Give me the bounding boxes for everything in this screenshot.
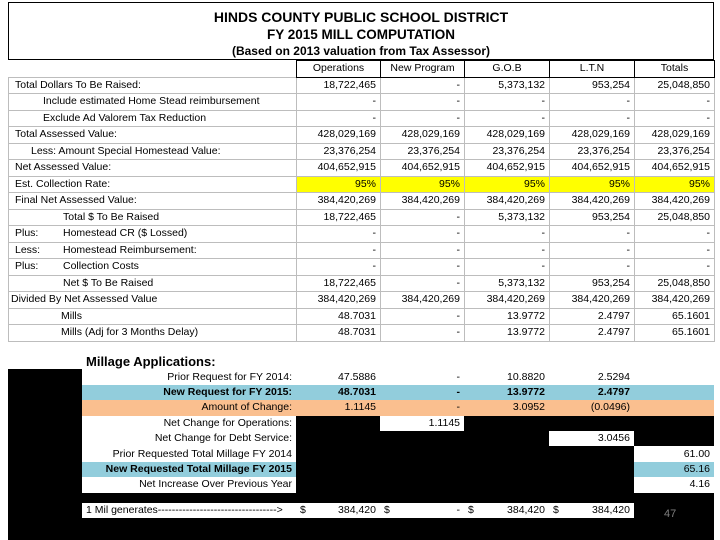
table-row: Plus: Collection Costs - - - - - xyxy=(9,259,715,276)
row-label: Mills (Adj for 3 Months Delay) xyxy=(61,326,199,339)
new-request-row: New Request for FY 2015: 48.7031 - 13.9772 2.4797 xyxy=(8,385,714,400)
row-label: Net Assessed Value: xyxy=(9,160,297,177)
table-row: Mills 48.7031 - 13.9772 2.4797 65.1601 xyxy=(9,308,715,325)
table-row: Divided By Net Assessed Value 384,420,269 384,420,269 384,420,269 384,420,269 384,420,269 xyxy=(9,292,715,309)
col-operations: Operations xyxy=(297,61,381,78)
row-label: Collection Costs xyxy=(63,260,139,273)
net-increase-row: Net Increase Over Previous Year 4.16 xyxy=(8,477,714,492)
table-row: Plus: Homestead CR ($ Lossed) - - - - - xyxy=(9,226,715,243)
table-row: Net $ To Be Raised 18,722,465 - 5,373,132 953,254 25,048,850 xyxy=(9,275,715,292)
table-row: Final Net Assessed Value: 384,420,269 384,420,269 384,420,269 384,420,269 384,420,269 xyxy=(9,193,715,210)
row-label: Exclude Ad Valorem Tax Reduction xyxy=(9,110,297,127)
valuation-subtitle: (Based on 2013 valuation from Tax Assessor) xyxy=(231,44,491,58)
row-label: Final Net Assessed Value: xyxy=(9,193,297,210)
new-total-row: New Requested Total Millage FY 2015 65.16 xyxy=(8,462,714,477)
col-new-program: New Program xyxy=(381,61,465,78)
table-row: Less: Amount Special Homestead Value: 23,376,254 23,376,254 23,376,254 23,376,254 23,376,254 xyxy=(9,143,715,160)
table-row: Mills (Adj for 3 Months Delay) 48.7031 - 13.9772 2.4797 65.1601 xyxy=(9,325,715,342)
prior-total-row: Prior Requested Total Millage FY 2014 61.00 xyxy=(8,446,714,461)
report-header xyxy=(8,2,714,60)
collection-rate-row: Est. Collection Rate: 95% 95% 95% 95% 95% xyxy=(9,176,715,193)
net-change-debt-row: Net Change for Debt Service: 3.0456 xyxy=(8,431,714,446)
column-header-row xyxy=(9,61,715,78)
row-label: Divided By Net Assessed Value xyxy=(9,292,297,309)
computation-title: FY 2015 MILL COMPUTATION xyxy=(266,27,456,42)
row-label: Mills xyxy=(61,309,82,322)
page-number: 47 xyxy=(664,508,677,520)
table-row: Total Dollars To Be Raised: 18,722,465 - 5,373,132 953,254 25,048,850 xyxy=(9,77,715,94)
district-title: HINDS COUNTY PUBLIC SCHOOL DISTRICT xyxy=(213,9,509,25)
net-change-operations-row: Net Change for Operations: 1.1145 xyxy=(8,416,714,431)
row-label: Total Assessed Value: xyxy=(9,127,297,144)
millage-title-row xyxy=(8,354,714,369)
table-row: Total Assessed Value: 428,029,169 428,029,169 428,029,169 428,029,169 428,029,169 xyxy=(9,127,715,144)
row-label: Total Dollars To Be Raised: xyxy=(9,77,297,94)
row-label: Net $ To Be Raised xyxy=(63,276,154,289)
row-label: Less: Amount Special Homestead Value: xyxy=(9,143,297,160)
table-row: Exclude Ad Valorem Tax Reduction - - - - - xyxy=(9,110,715,127)
row-label: Total $ To Be Raised xyxy=(63,210,160,223)
table-row: Net Assessed Value: 404,652,915 404,652,915 404,652,915 404,652,915 404,652,915 xyxy=(9,160,715,177)
col-gob: G.O.B xyxy=(465,61,550,78)
row-label: Homestead CR ($ Lossed) xyxy=(63,227,188,240)
prior-request-row: Prior Request for FY 2014: 47.5886 - 10.8820 2.5294 xyxy=(8,369,714,384)
row-label: Homestead Reimbursement: xyxy=(63,243,197,256)
table-row: Include estimated Home Stead reimbursement - - - - - xyxy=(9,94,715,111)
table-row: Less: Homestead Reimbursement: - - - - - xyxy=(9,242,715,259)
mill-generates-row: 1 Mil generates----------------------------------> $ 384,420 $ - $ 384,420 $ 384,420 xyxy=(8,503,714,518)
mill-computation-table xyxy=(8,60,715,342)
col-ltn: L.T.N xyxy=(550,61,635,78)
amount-change-row: Amount of Change: 1.1145 - 3.0952 (0.0496) xyxy=(8,400,714,415)
table-row: Total $ To Be Raised 18,722,465 - 5,373,132 953,254 25,048,850 xyxy=(9,209,715,226)
millage-title: Millage Applications: xyxy=(8,354,296,369)
millage-applications-table xyxy=(8,354,714,518)
col-totals: Totals xyxy=(635,61,715,78)
row-label: Include estimated Home Stead reimbursement xyxy=(9,94,297,111)
row-label: Est. Collection Rate: xyxy=(9,176,297,193)
